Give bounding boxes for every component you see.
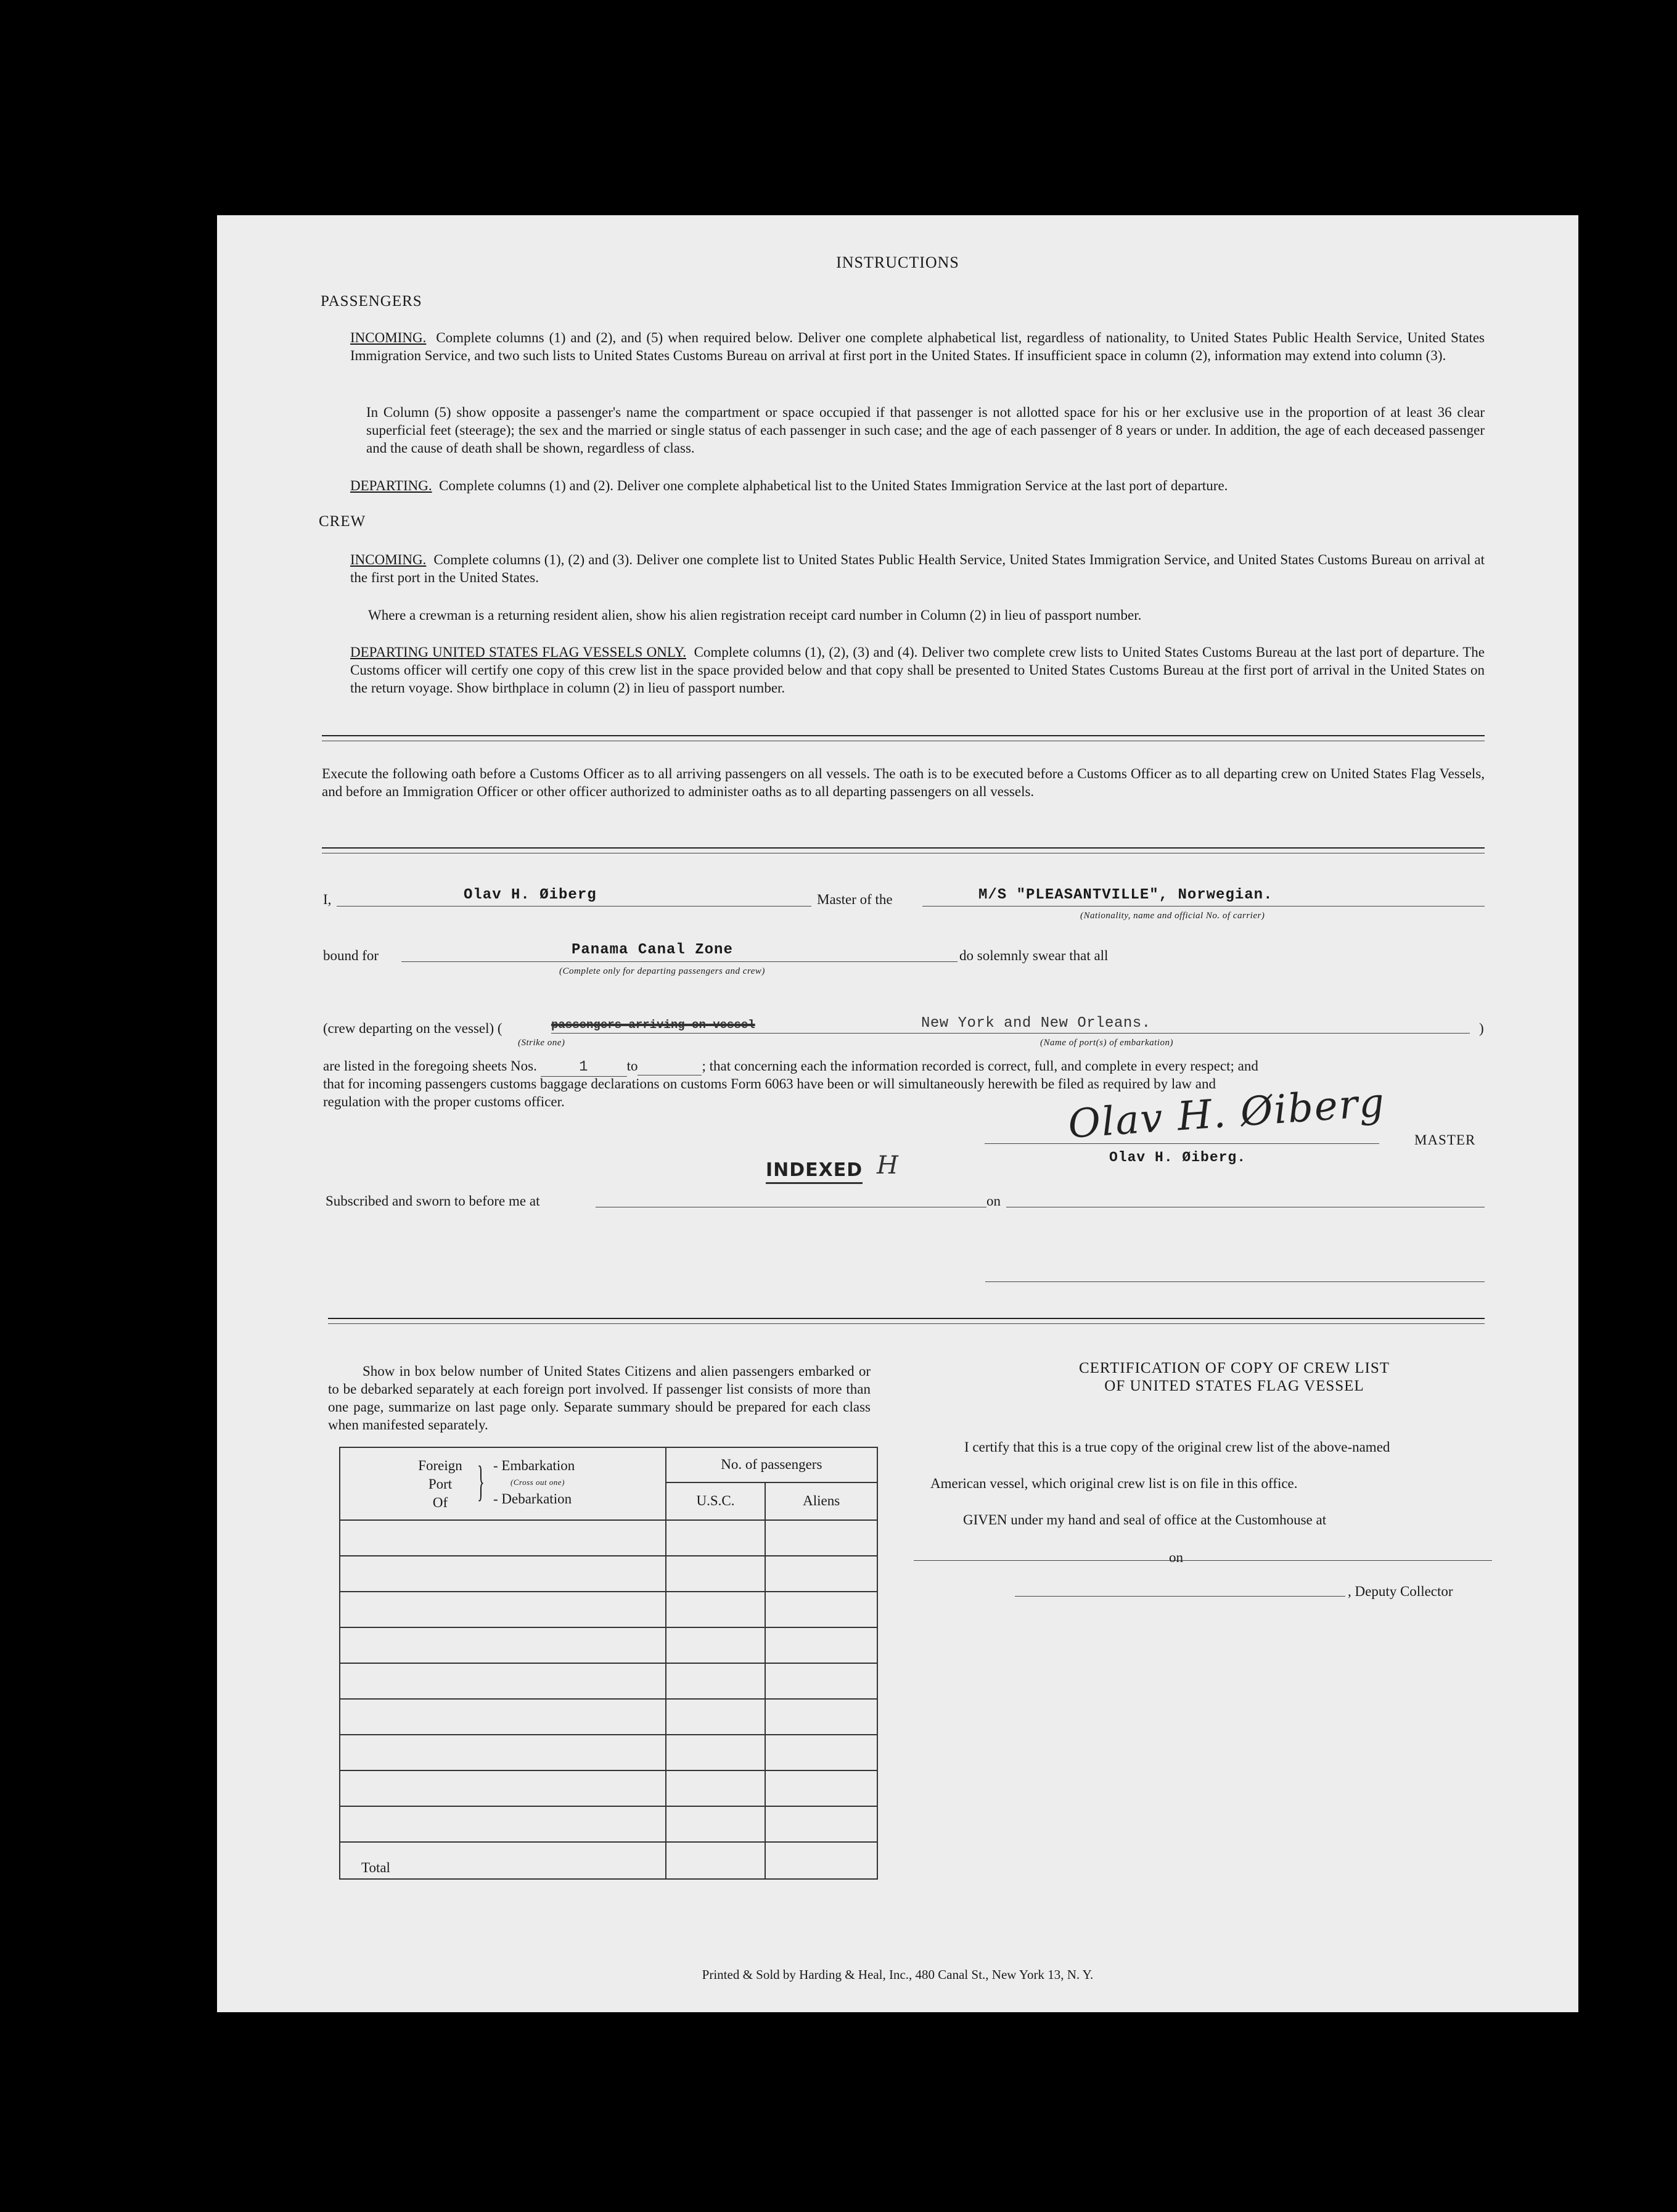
passengers-incoming: [350, 329, 1485, 364]
aliens-total-cell[interactable]: [765, 1842, 877, 1879]
divider: [322, 735, 1485, 736]
total-row: [340, 1842, 877, 1879]
table-row: [340, 1556, 877, 1592]
table-row: [340, 1770, 877, 1806]
crew-departing-label: (crew departing on the vessel) (: [323, 1021, 502, 1036]
aliens-header: Aliens: [765, 1482, 877, 1520]
listed-text-1: ; that concerning each the information recorded is correct, full, and complete in every respect; and: [702, 1058, 1258, 1074]
certification-title-1: CERTIFICATION OF COPY OF CREW LIST: [1078, 1360, 1390, 1376]
deputy-signature-line: [1015, 1596, 1345, 1597]
usc-cell[interactable]: [666, 1556, 766, 1592]
foreign-label: Foreign: [418, 1458, 462, 1473]
usc-cell[interactable]: [666, 1806, 766, 1842]
passengers-departing-text: Complete columns (1) and (2). Deliver one complete alphabetical list to the United States Immigration Service at the last port of departure.: [439, 478, 1228, 493]
strike-caption: (Strike one): [518, 1038, 565, 1048]
table-row: [340, 1735, 877, 1770]
port-cell[interactable]: [340, 1520, 666, 1556]
crew-heading: CREW: [319, 513, 366, 530]
vessel-line: [922, 906, 1485, 907]
aliens-cell[interactable]: [765, 1592, 877, 1627]
page-title: INSTRUCTIONS: [836, 253, 959, 271]
cross-out-label: (Cross out one): [510, 1478, 565, 1487]
port-header-cell: [340, 1447, 666, 1520]
cert-on-label: on: [1169, 1550, 1183, 1565]
table-row: [340, 1806, 877, 1842]
subscribed-label: Subscribed and sworn to before me at: [326, 1193, 540, 1209]
bound-caption: (Complete only for departing passengers and crew): [559, 966, 765, 976]
close-paren: ): [1479, 1021, 1484, 1036]
name-line: [337, 906, 811, 907]
table-row: [340, 1663, 877, 1699]
port-cell[interactable]: [340, 1592, 666, 1627]
table-row: [340, 1520, 877, 1556]
master-signature: Olav H. Øiberg: [1067, 1080, 1387, 1148]
port-label: Port: [428, 1476, 453, 1492]
divider: [328, 1318, 1485, 1319]
of-label: Of: [432, 1495, 448, 1510]
master-name: Olav H. Øiberg: [464, 887, 597, 903]
aliens-cell[interactable]: [765, 1556, 877, 1592]
ports-caption: (Name of port(s) of embarkation): [1040, 1038, 1173, 1048]
usc-cell[interactable]: [666, 1592, 766, 1627]
divider: [322, 847, 1485, 849]
deputy-label: , Deputy Collector: [1348, 1584, 1453, 1599]
certification-line-1: I certify that this is a true copy of the original crew list of the above-named: [964, 1439, 1390, 1455]
signature-line: [985, 1143, 1379, 1144]
indexed-stamp: INDEXED: [766, 1159, 863, 1184]
port-cell[interactable]: [340, 1699, 666, 1735]
aliens-cell[interactable]: [765, 1663, 877, 1699]
crew-resident: Where a crewman is a returning resident alien, show his alien registration receipt card number in Column (2) in lieu of passport number.: [368, 607, 1142, 623]
swear-text: do solemnly swear that all: [959, 948, 1109, 963]
to-label: to: [626, 1058, 638, 1074]
no-passengers-header: No. of passengers: [666, 1447, 877, 1482]
officer-signature-line: [985, 1281, 1485, 1282]
port-cell[interactable]: [340, 1770, 666, 1806]
debarkation-label: - Debarkation: [493, 1491, 572, 1507]
cert-date-line: [1190, 1560, 1492, 1561]
table-row: [340, 1699, 877, 1735]
table-row: [340, 1592, 877, 1627]
indexed-mark: H: [877, 1151, 898, 1180]
passengers-departing-label: DEPARTING.: [350, 478, 432, 493]
usc-cell[interactable]: [666, 1627, 766, 1663]
port-cell[interactable]: [340, 1627, 666, 1663]
port-cell[interactable]: [340, 1556, 666, 1592]
master-label: MASTER: [1414, 1132, 1476, 1148]
oath-instructions: Execute the following oath before a Customs Officer as to all arriving passengers on all vessels. The oath is to be executed before a Customs Officer as to all departing crew on United States Flag Vessels, and before an Immigration Officer or other officer authorized to administer oaths as to all departing passengers on all vessels.: [322, 766, 1485, 799]
aliens-cell[interactable]: [765, 1735, 877, 1770]
crew-incoming-text: Complete columns (1), (2) and (3). Deliver one complete list to United States Public Health Service, United States Immigration Service, and United States Customs Bureau on arrival at the first port in the United States.: [350, 552, 1485, 585]
listed-line-1: [323, 1057, 1486, 1077]
struck-option: [551, 1018, 755, 1032]
usc-header: U.S.C.: [666, 1482, 766, 1520]
subscribed-on-label: on: [986, 1193, 1001, 1209]
usc-cell[interactable]: [666, 1770, 766, 1806]
port-cell[interactable]: [340, 1806, 666, 1842]
usc-total-cell[interactable]: [666, 1842, 766, 1879]
crew-departing: [350, 643, 1485, 697]
usc-cell[interactable]: [666, 1520, 766, 1556]
printer-credit: Printed & Sold by Harding & Heal, Inc., 480 Canal St., New York 13, N. Y.: [702, 1967, 1094, 1982]
total-label: Total: [340, 1842, 666, 1879]
table-row: [340, 1627, 877, 1663]
bound-for-line: [401, 961, 957, 962]
form-page: [217, 215, 1578, 2012]
bound-for-value: Panama Canal Zone: [572, 942, 733, 958]
summary-intro: Show in box below number of United States Citizens and alien passengers embarked or to be debarked separately at each foreign port involved. If passenger list consists of more than one page, summarize on last page only. Separate summary should be prepared for each class when manifested separately.: [328, 1363, 871, 1433]
usc-cell[interactable]: [666, 1699, 766, 1735]
crew-incoming-label: INCOMING.: [350, 552, 427, 567]
port-cell[interactable]: [340, 1663, 666, 1699]
ports-line: [551, 1033, 1470, 1034]
aliens-cell[interactable]: [765, 1770, 877, 1806]
vessel-caption: (Nationality, name and official No. of carrier): [1080, 911, 1265, 921]
certification-title: [895, 1359, 1573, 1395]
brace-icon: }: [477, 1458, 485, 1505]
usc-cell[interactable]: [666, 1735, 766, 1770]
bound-for-label: bound for: [323, 948, 379, 963]
certification-line-2: American vessel, which original crew list is on file in this office.: [930, 1476, 1298, 1491]
oath-i-label: I,: [323, 892, 332, 907]
aliens-cell[interactable]: [765, 1699, 877, 1735]
passengers-heading: PASSENGERS: [321, 293, 422, 310]
passengers-incoming-label: INCOMING.: [350, 330, 427, 345]
aliens-cell[interactable]: [765, 1520, 877, 1556]
master-of-label: Master of the: [817, 892, 893, 907]
passengers-column5: In Column (5) show opposite a passenger's name the compartment or space occupied if that passenger is not allotted space for his or her exclusive use in the proportion of at least 36 clear superficial feet (steerage); the sex and the married or single status of each passenger in such case; and the age of each passenger of 8 years or under. In addition, the age of each deceased passenger and the cause of death shall be shown, regardless of class.: [366, 405, 1485, 456]
vessel-name: M/S "PLEASANTVILLE", Norwegian.: [978, 887, 1273, 903]
sheet-from: 1: [579, 1059, 589, 1075]
usc-cell[interactable]: [666, 1663, 766, 1699]
aliens-cell[interactable]: [765, 1806, 877, 1842]
crew-incoming: [350, 551, 1485, 586]
divider: [328, 1323, 1485, 1324]
listed-line-3: regulation with the proper customs officer.: [323, 1094, 565, 1109]
sheet-from-field: [541, 1057, 627, 1077]
passengers-departing: [350, 477, 1485, 495]
aliens-cell[interactable]: [765, 1627, 877, 1663]
certification-line-3: GIVEN under my hand and seal of office at the Customhouse at: [963, 1512, 1327, 1527]
crew-departing-label: DEPARTING UNITED STATES FLAG VESSELS ONLY.: [350, 644, 686, 660]
struck-text: passengers arriving on vessel: [551, 1018, 755, 1032]
listed-label: are listed in the foregoing sheets Nos.: [323, 1058, 537, 1074]
crew-departing-text: Complete columns (1), (2), (3) and (4). Deliver two complete crew lists to United States Customs Bureau at the last port of departure. The Customs officer will certify one copy of this crew list in the space provided below and that copy shall be presented to United States Customs Bureau at the first port of arrival in the United States on the return voyage. Show birthplace in column (2) in lieu of passport number.: [350, 644, 1485, 696]
summary-table: [339, 1447, 878, 1880]
passengers-incoming-text: Complete columns (1) and (2), and (5) when required below. Deliver one complete alphabetical list, regardless of nationality, to United States Public Health Service, United States Immigration Service, and two such lists to United States Customs Bureau on arrival at first port in the United States. If insufficient space in column (2), information may extend into column (3).: [350, 330, 1485, 363]
listed-line-2: that for incoming passengers customs baggage declarations on customs Form 6063 have been or will simultaneously herewith be filed as required by law and: [323, 1076, 1216, 1092]
typed-signature: Olav H. Øiberg.: [1109, 1149, 1247, 1166]
port-cell[interactable]: [340, 1735, 666, 1770]
certification-title-2: OF UNITED STATES FLAG VESSEL: [1104, 1378, 1364, 1394]
ports-value: New York and New Orleans.: [921, 1015, 1151, 1032]
embarkation-label: - Embarkation: [493, 1458, 575, 1473]
